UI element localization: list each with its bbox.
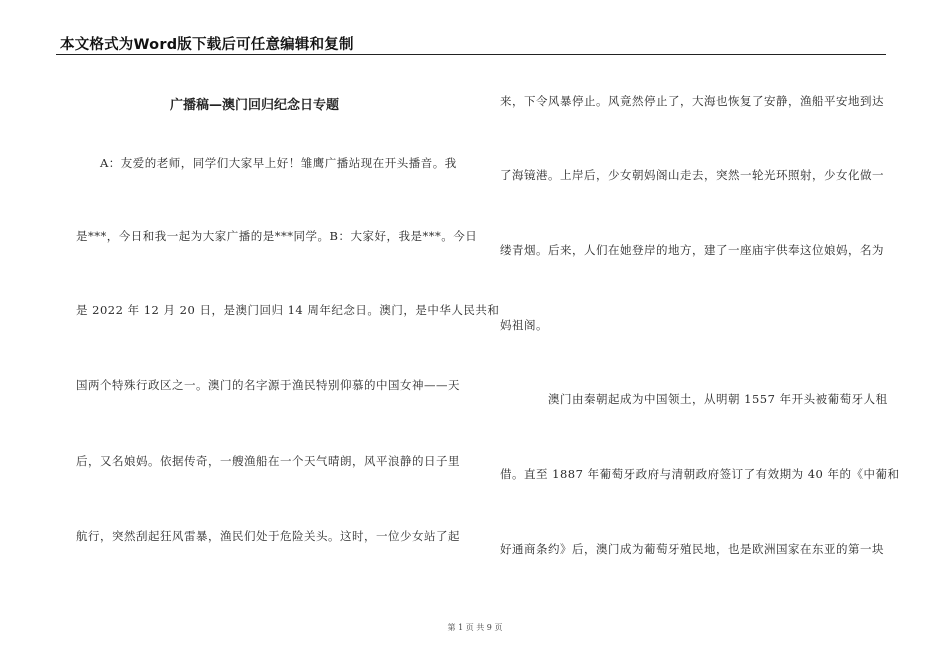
body-line: 航行，突然刮起狂风雷暴，渔民们处于危险关头。这时，一位少女站了起 (76, 529, 460, 543)
body-line: 妈祖阁。 (500, 318, 548, 332)
banner-text: 本文格式为Word版下载后可任意编辑和复制 (60, 37, 354, 53)
body-line: 借。直至 1887 年葡萄牙政府与清朝政府签订了有效期为 40 年的《中葡和 (500, 467, 900, 481)
download-banner (56, 30, 886, 55)
body-line: 好通商条约》后，澳门成为葡萄牙殖民地，也是欧洲国家在东亚的第一块 (500, 542, 884, 556)
body-line: 缕青烟。后来，人们在她登岸的地方，建了一座庙宇供奉这位娘妈，名为 (500, 243, 884, 257)
document-title: 广播稿—澳门回归纪念日专题 (170, 98, 340, 113)
body-line: 是 2022 年 12 月 20 日，是澳门回归 14 周年纪念日。澳门，是中华人民共和 (76, 303, 500, 317)
body-line: 是***，今日和我一起为大家广播的是***同学。B：大家好，我是***。今日 (76, 229, 478, 243)
body-line: 了海镜港。上岸后，少女朝妈阁山走去，突然一轮光环照射，少女化做一 (500, 168, 884, 182)
body-line: 后，又名娘妈。依据传奇，一艘渔船在一个天气晴朗，风平浪静的日子里 (76, 454, 460, 468)
body-line: 国两个特殊行政区之一。澳门的名字源于渔民特别仰慕的中国女神——天 (76, 378, 460, 392)
body-line: A：友爱的老师，同学们大家早上好！雏鹰广播站现在开头播音。我 (100, 156, 457, 170)
body-line: 澳门由秦朝起成为中国领土，从明朝 1557 年开头被葡萄牙人租 (548, 392, 888, 406)
page-number: 第 1 页 共 9 页 (447, 623, 503, 632)
body-line: 来，下令风暴停止。风竟然停止了，大海也恢复了安静，渔船平安地到达 (500, 94, 884, 108)
